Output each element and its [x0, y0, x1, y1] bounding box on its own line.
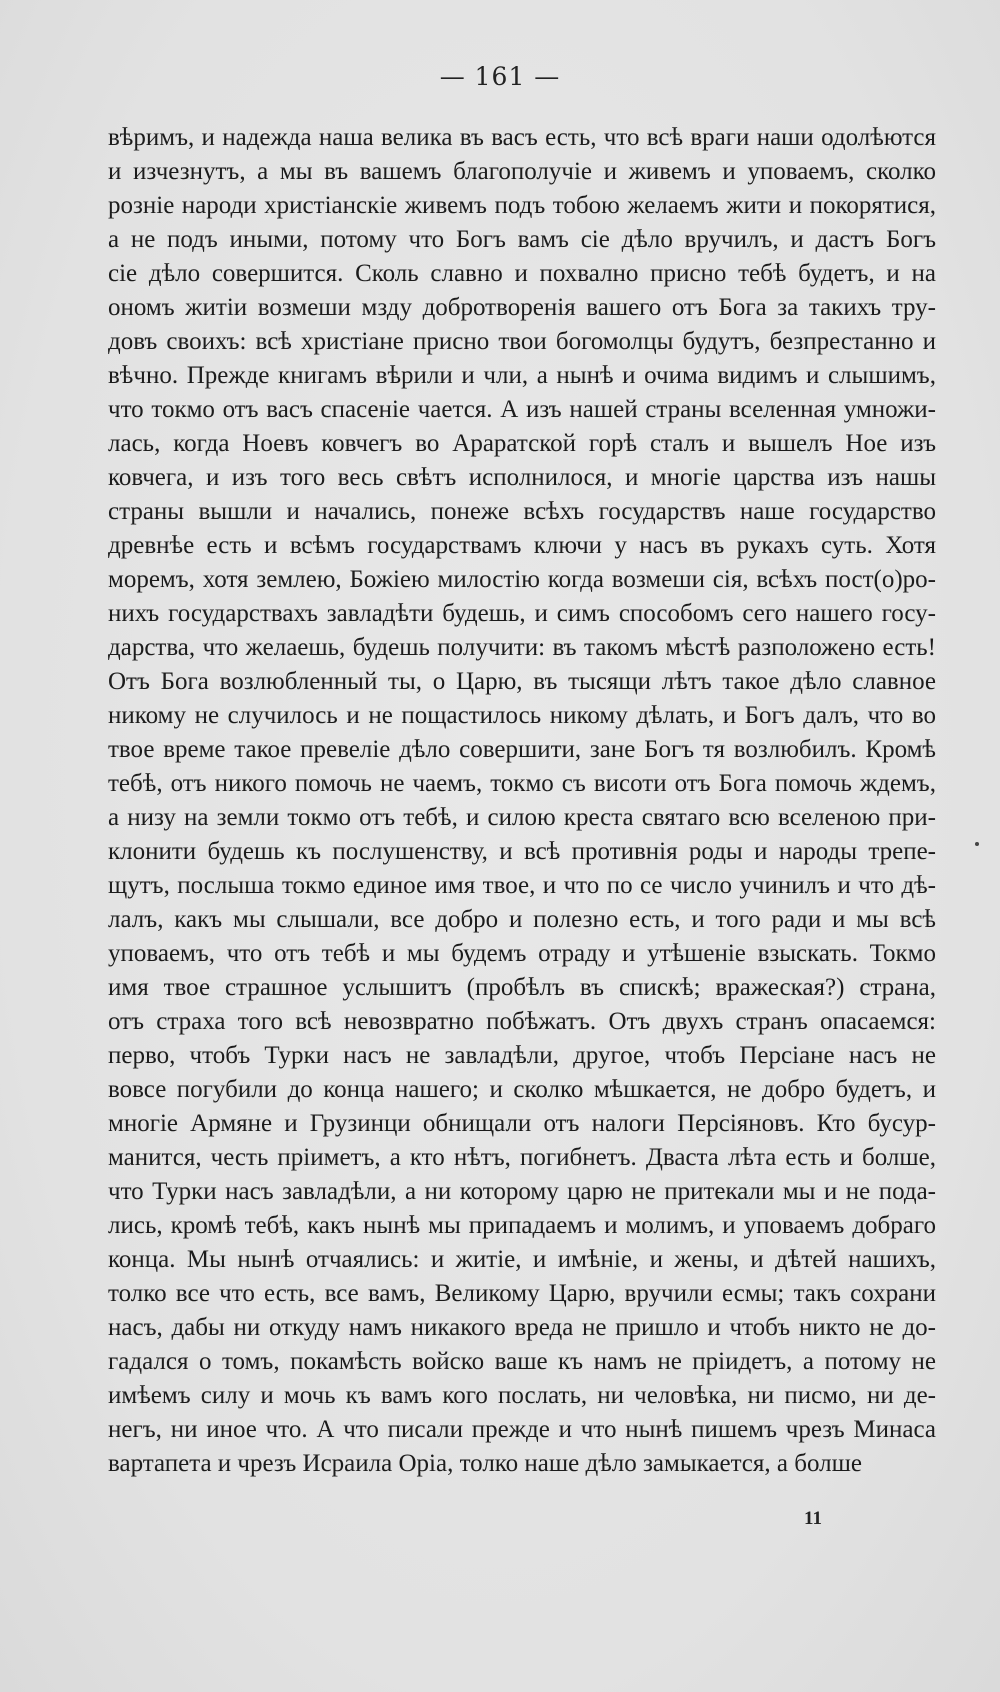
text-line: имя твое страшное услышитъ (пробѣлъ въ спискѣ; вражеская?) страна, — [108, 974, 936, 1001]
page-number: — 161 — — [439, 62, 561, 91]
text-line: вовсе погубили до конца нашего; и сколко мѣшкается, не добро будетъ, и — [108, 1076, 936, 1103]
text-line: а низу на земли токмо отъ тебѣ, и силою креста святаго всю вселеною при- — [108, 804, 936, 831]
text-line: отъ страха того всѣ невозвратно побѣжатъ. Отъ двухъ странъ опасаемся: — [108, 1008, 936, 1035]
text-line: клонити будешь къ послушенству, и всѣ противнія роды и народы трепе- — [108, 838, 936, 865]
text-line: что Турки насъ завладѣли, а ни которому царю не притекали мы и не пода- — [108, 1178, 936, 1205]
body-text — [108, 121, 936, 1481]
ink-speck — [975, 842, 979, 846]
text-line: лалъ, какъ мы слышали, все добро и полезно есть, и того ради и мы всѣ — [108, 906, 936, 933]
text-line: ономъ житіи возмеши мзду добротворенія вашего отъ Бога за такихъ тру- — [108, 294, 936, 321]
text-line: лась, когда Ноевъ ковчегъ во Араратской горѣ сталъ и вышелъ Ное изъ — [108, 430, 936, 457]
text-line: вѣчно. Прежде книгамъ вѣрили и чли, а нынѣ и очима видимъ и слышимъ, — [108, 362, 936, 389]
text-line: имѣемъ силу и мочь къ вамъ кого послать, ни человѣка, ни писмо, ни де- — [108, 1382, 936, 1409]
text-line: перво, чтобъ Турки насъ не завладѣли, другое, чтобъ Персіане насъ не — [108, 1042, 936, 1069]
text-line: толко все что есть, все вамъ, Великому Царю, вручили есмы; такъ сохрани — [108, 1280, 936, 1307]
text-line: манится, честь пріиметъ, а кто нѣтъ, погибнетъ. Дваста лѣта есть и болше, — [108, 1144, 936, 1171]
text-line: и изчезнутъ, а мы въ вашемъ благополучіе и живемъ и уповаемъ, сколко — [108, 158, 936, 185]
text-line: щутъ, послыша токмо единое имя твое, и что по се число учинилъ и что дѣ- — [108, 872, 936, 899]
text-line: никому не случилось и не пощастилось никому дѣлать, и Богъ далъ, что во — [108, 702, 936, 729]
text-line: розніе народи христіанскіе живемъ подъ тобою желаемъ жити и покорятися, — [108, 192, 936, 219]
text-line: сіе дѣло совершится. Сколь славно и похвално присно тебѣ будетъ, и на — [108, 260, 936, 287]
text-line: а не подъ иными, потому что Богъ вамъ сіе дѣло вручилъ, и дастъ Богъ — [108, 226, 936, 253]
text-line: конца. Мы нынѣ отчаялись: и житіе, и имѣніе, и жены, и дѣтей нашихъ, — [108, 1246, 936, 1273]
text-line: гадался о томъ, покамѣсть войско ваше къ намъ не пріидетъ, а потому не — [108, 1348, 936, 1375]
text-line: что токмо отъ васъ спасеніе чается. А изъ нашей страны вселенная умножи- — [108, 396, 936, 423]
text-line: твое време такое превеліе дѣло совершити, зане Богъ тя возлюбилъ. Кромѣ — [108, 736, 936, 763]
text-line: вартапета и чрезъ Исраила Оріа, толко наше дѣло замыкается, а болше — [108, 1450, 862, 1477]
text-line: лись, кромѣ тебѣ, какъ нынѣ мы припадаемъ и молимъ, и уповаемъ добраго — [108, 1212, 936, 1239]
text-line: насъ, дабы ни откуду намъ никакого вреда не пришло и чтобъ никто не до- — [108, 1314, 936, 1341]
signature-mark: 11 — [804, 1508, 822, 1529]
text-line: Отъ Бога возлюбленный ты, о Царю, въ тысящи лѣтъ такое дѣло славное — [108, 668, 936, 695]
text-line: тебѣ, отъ никого помочь не чаемъ, токмо съ висоти отъ Бога помочь ждемъ, — [108, 770, 936, 797]
text-line: страны вышли и начались, понеже всѣхъ государствъ наше государство — [108, 498, 936, 525]
text-line: нихъ государствахъ завладѣти будешь, и симъ способомъ сего нашего госу- — [108, 600, 936, 627]
text-line: древнѣе есть и всѣмъ государствамъ ключи у насъ въ рукахъ суть. Хотя — [108, 532, 936, 559]
text-line: негъ, ни иное что. А что писали прежде и что нынѣ пишемъ чрезъ Минаса — [108, 1416, 936, 1443]
text-line: многіе Армяне и Грузинци обнищали отъ налоги Персіяновъ. Кто бусур- — [108, 1110, 936, 1137]
text-line: моремъ, хотя землею, Божіею милостію когда возмеши сія, всѣхъ пост(о)ро- — [108, 566, 936, 593]
text-line: ковчега, и изъ того весь свѣтъ исполнилося, и многіе царства изъ нашы — [108, 464, 936, 491]
text-line: уповаемъ, что отъ тебѣ и мы будемъ отраду и утѣшеніе взыскать. Токмо — [108, 940, 936, 967]
text-line: дарства, что желаешь, будешь получити: въ такомъ мѣстѣ разположено есть! — [108, 634, 936, 661]
text-line: довъ своихъ: всѣ христіане присно твои богомолцы будутъ, безпрестанно и — [108, 328, 936, 355]
text-line: вѣримъ, и надежда наша велика въ васъ есть, что всѣ враги наши одолѣются — [108, 124, 936, 151]
